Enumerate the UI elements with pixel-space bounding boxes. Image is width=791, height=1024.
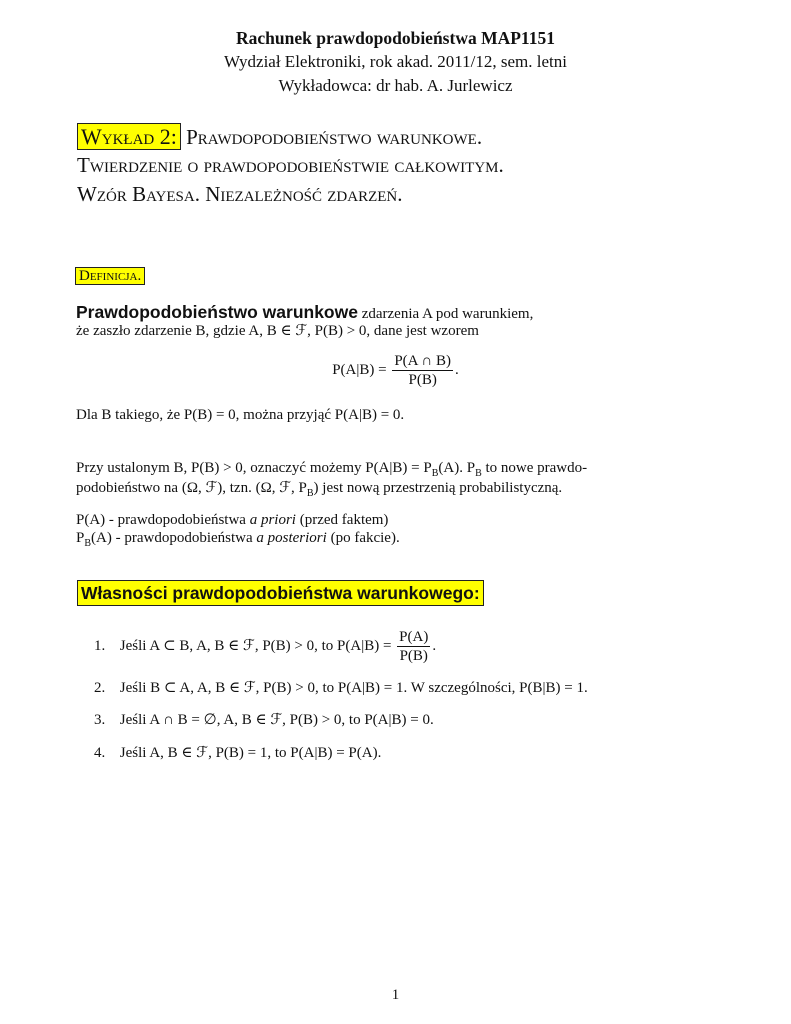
lecturer-line: Wykładowca: dr hab. A. Jurlewicz — [278, 76, 513, 95]
definition-term: Prawdopodobieństwo warunkowe — [76, 302, 358, 322]
property-item-3: 3. Jeśli A ∩ B = ∅, A, B ∈ ℱ, P(B) > 0, to P(A|B) = 0. — [94, 712, 434, 728]
formula-numerator: P(A ∩ B) — [394, 353, 452, 369]
definition-line-2: że zaszło zdarzenie B, gdzie A, B ∈ ℱ, P(B) > 0, dane jest wzorem — [76, 323, 479, 339]
formula-lhs: P(A|B) = — [332, 361, 387, 378]
lecture-label: Wykład 2: — [77, 123, 181, 150]
definition-line-1-rest: zdarzenia A pod warunkiem, — [361, 306, 534, 322]
faculty-line: Wydział Elektroniki, rok akad. 2011/12, sem. letni — [224, 52, 567, 71]
formula-fraction — [392, 352, 453, 389]
paragraph-line-2: podobieństwo na (Ω, ℱ), tzn. (Ω, ℱ, $P_B$) jest nową przestrzenią probabilistyczną. — [76, 480, 563, 499]
title-line-3: Wzór Bayesa. Niezależność zdarzeń. — [77, 182, 403, 206]
title-line-2: Twierdzenie o prawdopodobieństwie całkowitym. — [77, 153, 504, 177]
formula-end: . — [455, 361, 459, 378]
definition-formula — [0, 352, 791, 389]
property-1-fraction: $\frac{P(A)}{P(B)}$ — [399, 629, 429, 664]
property-item-2: 2. Jeśli B ⊂ A, A, B ∈ ℱ, P(B) > 0, to P(A|B) = 1. W szczególności, P(B|B) = 1. — [94, 680, 588, 696]
title-line-1: Prawdopodobieństwo warunkowe. — [186, 125, 483, 149]
page-number: 1 — [391, 987, 400, 1003]
course-title: Rachunek prawdopodobieństwa MAP1151 — [236, 28, 555, 48]
posterior-line: $P_B(A)$ - prawdopodobieństwa a posteriori (po fakcie). — [76, 530, 400, 549]
properties-heading: Własności prawdopodobieństwa warunkowego: — [77, 580, 484, 606]
prior-line: P(A) - prawdopodobieństwa a priori (przed faktem) — [76, 512, 389, 528]
definition-label: Definicja. — [75, 268, 145, 285]
paragraph-line-1: Przy ustalonym B, P(B) > 0, oznaczyć możemy $P(A|B) = P_B(A)$. $P_B$ to nowe prawdo- — [76, 460, 588, 479]
lecture-title — [77, 121, 757, 153]
property-item-4: 4. Jeśli A, B ∈ ℱ, P(B) = 1, to P(A|B) = P(A). — [94, 745, 382, 761]
definition-note: Dla B takiego, że P(B) = 0, można przyjąć P(A|B) = 0. — [76, 407, 405, 423]
property-item-1: 1. Jeśli A ⊂ B, A, B ∈ ℱ, P(B) > 0, to P(A|B) = $\frac{P(A)}{P(B)}$ . — [94, 629, 437, 664]
formula-denominator: P(B) — [408, 372, 437, 388]
